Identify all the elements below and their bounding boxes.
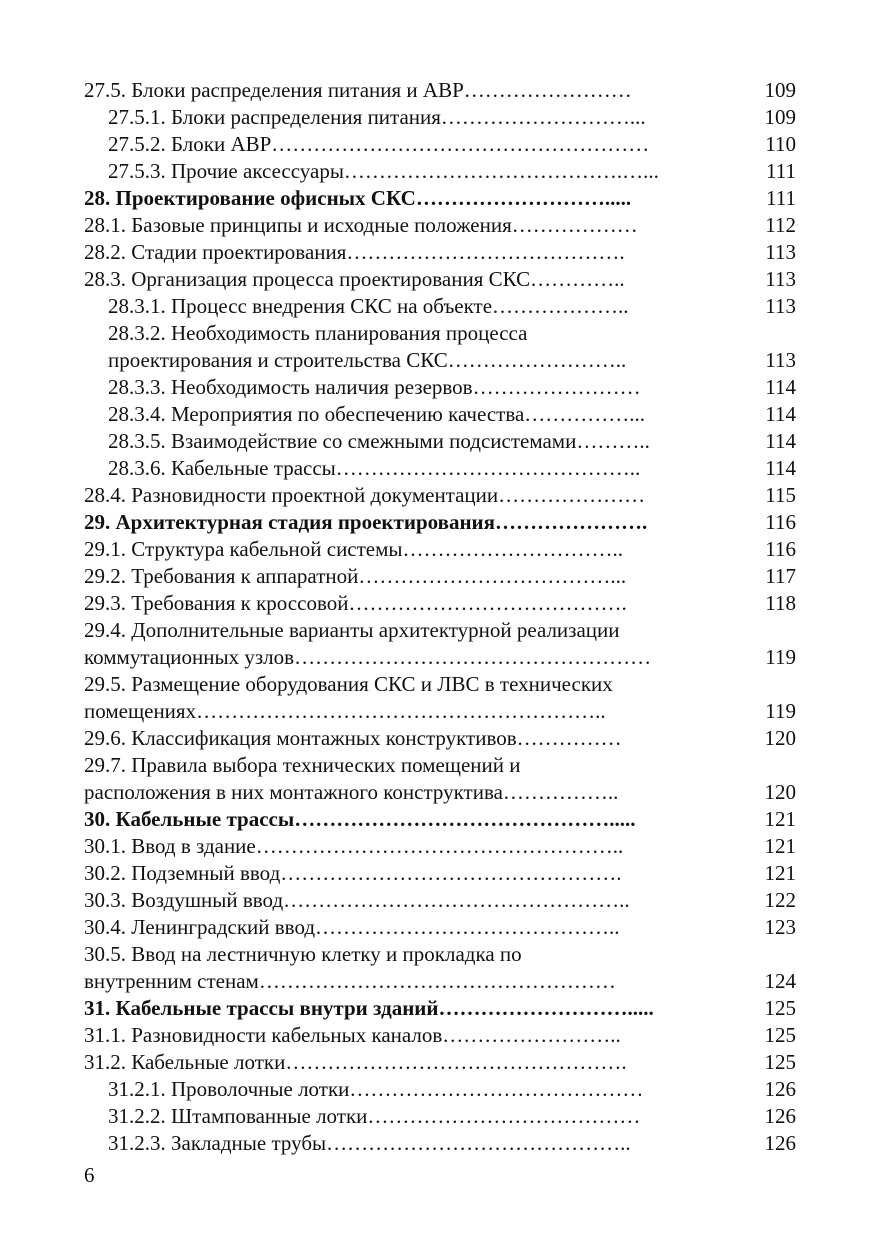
toc-entry-title: 28.3.6. Кабельные трассы……………………………………..	[108, 456, 641, 480]
toc-entry-page: 121	[764, 861, 796, 885]
toc-entry	[84, 671, 796, 698]
toc-entry-title: 30.4. Ленинградский ввод……………………………………..	[84, 915, 620, 939]
toc-entry-title: проектирования и строительства СКС……………………..	[108, 348, 627, 372]
toc-entry-page: 126	[764, 1131, 796, 1155]
toc-entry-page: 112	[765, 213, 796, 237]
page-number: 6	[84, 1163, 95, 1187]
toc-entry-page: 119	[765, 699, 796, 723]
toc-entry-title: 29.4. Дополнительные варианты архитектурной реализации	[84, 618, 620, 642]
toc-entry-title: 28.3.4. Мероприятия по обеспечению качества……………...	[108, 402, 646, 426]
toc-entry-page: 119	[765, 645, 796, 669]
toc-entry-title: 28.3. Организация процесса проектирования СКС…………..	[84, 267, 625, 291]
toc-entry	[84, 347, 796, 374]
toc-entry	[84, 482, 796, 509]
toc-entry-title: 31.2.2. Штампованные лотки…………………………………	[108, 1104, 641, 1128]
toc-entry-title: 27.5.3. Прочие аксессуары………………………………….…...	[108, 159, 659, 183]
toc-entry-title: 29.2. Требования к аппаратной………………………………...	[84, 564, 627, 588]
toc-entry-title: 31.2.3. Закладные трубы……………………………………..	[108, 1131, 631, 1155]
toc-entry	[84, 158, 796, 185]
toc-entry	[84, 104, 796, 131]
toc-entry-page: 122	[764, 888, 796, 912]
toc-entry-title: 31.2.1. Проволочные лотки……………………………………	[108, 1077, 644, 1101]
toc-entry-title: 29.1. Структура кабельной системы…………………………..	[84, 537, 624, 561]
toc-entry-title: расположения в них монтажного конструктива……………..	[84, 780, 619, 804]
toc-entry	[84, 752, 796, 779]
toc-entry-title: 30.3. Воздушный ввод…………………………………………..	[84, 888, 630, 912]
toc-entry-page: 126	[764, 1077, 796, 1101]
toc-entry	[84, 968, 796, 995]
toc-entry	[84, 1103, 796, 1130]
toc-entry	[84, 941, 796, 968]
toc-entry	[84, 401, 796, 428]
toc-entry-title: 28.3.1. Процесс внедрения СКС на объекте………………..	[108, 294, 629, 318]
toc-entry-title: 30.2. Подземный ввод………………………………………….	[84, 861, 622, 885]
toc-entry	[84, 374, 796, 401]
toc-entry-page: 113	[765, 294, 796, 318]
toc-entry-title: 29.3. Требования к кроссовой………………………………….	[84, 591, 627, 615]
toc-entry-page: 113	[765, 348, 796, 372]
toc-entry-title: внутренним стенам……………………………………………	[84, 969, 616, 993]
toc-entry	[84, 1022, 796, 1049]
toc-entry	[84, 185, 796, 212]
toc-entry-title: 29.7. Правила выбора технических помещений и	[84, 753, 521, 777]
toc-entry	[84, 266, 796, 293]
toc-entry	[84, 860, 796, 887]
toc-entry	[84, 320, 796, 347]
toc-entry	[84, 455, 796, 482]
toc-entry-page: 116	[765, 510, 796, 534]
toc-entry-title: 28.3.3. Необходимость наличия резервов……………………	[108, 375, 641, 399]
toc-entry-page: 115	[765, 483, 796, 507]
toc-entry-page: 110	[765, 132, 796, 156]
toc-entry	[84, 1076, 796, 1103]
toc-entry-page: 111	[766, 159, 796, 183]
toc-entry-title: 27.5. Блоки распределения питания и АВР……………………	[84, 78, 632, 102]
toc-entry-page: 125	[764, 996, 796, 1020]
toc-entry-title: 29. Архитектурная стадия проектирования………………….	[84, 510, 648, 534]
toc-entry-page: 114	[765, 402, 796, 426]
toc-entry	[84, 617, 796, 644]
toc-entry-page: 113	[765, 240, 796, 264]
toc-entry-page: 114	[765, 375, 796, 399]
toc-entry	[84, 995, 796, 1022]
toc-entry-page: 114	[765, 456, 796, 480]
toc-entry-page: 125	[764, 1023, 796, 1047]
toc-entry-title: 28.1. Базовые принципы и исходные положения………………	[84, 213, 638, 237]
toc-entry	[84, 293, 796, 320]
toc-entry	[84, 590, 796, 617]
table-of-contents	[84, 77, 796, 1157]
toc-entry-title: 28.3.2. Необходимость планирования процесса	[108, 321, 528, 345]
toc-entry-title: помещениях…………………………………………………..	[84, 699, 606, 723]
toc-entry	[84, 509, 796, 536]
toc-entry-page: 121	[764, 834, 796, 858]
toc-entry-title: 31.1. Разновидности кабельных каналов……………………..	[84, 1023, 621, 1047]
toc-entry	[84, 833, 796, 860]
toc-entry-page: 109	[764, 105, 796, 129]
toc-entry-page: 123	[764, 915, 796, 939]
toc-entry-page: 116	[765, 537, 796, 561]
toc-entry	[84, 563, 796, 590]
toc-entry-title: 29.6. Классификация монтажных конструктивов……………	[84, 726, 622, 750]
toc-entry	[84, 131, 796, 158]
toc-entry	[84, 914, 796, 941]
toc-entry	[84, 779, 796, 806]
toc-entry-title: 30.5. Ввод на лестничную клетку и прокладка по	[84, 942, 522, 966]
toc-entry	[84, 698, 796, 725]
toc-entry-page: 120	[764, 726, 796, 750]
toc-entry	[84, 212, 796, 239]
toc-entry-title: 28.3.5. Взаимодействие со смежными подсистемами………..	[108, 429, 650, 453]
toc-entry	[84, 887, 796, 914]
toc-entry-page: 118	[765, 591, 796, 615]
toc-entry	[84, 725, 796, 752]
toc-entry-page: 109	[764, 78, 796, 102]
toc-entry-page: 124	[764, 969, 796, 993]
toc-entry-title: 29.5. Размещение оборудования СКС и ЛВС в технических	[84, 672, 613, 696]
toc-entry	[84, 1049, 796, 1076]
toc-entry-title: 28.4. Разновидности проектной документации…………………	[84, 483, 646, 507]
toc-entry-page: 120	[764, 780, 796, 804]
toc-entry	[84, 1130, 796, 1157]
toc-entry-title: 31. Кабельные трассы внутри зданий……………………….....	[84, 996, 654, 1020]
toc-entry	[84, 644, 796, 671]
toc-entry	[84, 239, 796, 266]
toc-entry-page: 125	[764, 1050, 796, 1074]
toc-entry-page: 114	[765, 429, 796, 453]
toc-entry-page: 121	[764, 807, 796, 831]
toc-entry-title: коммутационных узлов……………………………………………	[84, 645, 652, 669]
toc-entry-title: 27.5.2. Блоки АВР………………………………………………	[108, 132, 650, 156]
toc-entry-title: 28.2. Стадии проектирования………………………………….	[84, 240, 625, 264]
toc-entry	[84, 536, 796, 563]
toc-entry	[84, 77, 796, 104]
toc-entry-title: 27.5.1. Блоки распределения питания………………………...	[108, 105, 646, 129]
toc-entry-page: 111	[766, 186, 796, 210]
toc-entry-title: 31.2. Кабельные лотки………………………………………….	[84, 1050, 627, 1074]
toc-entry-page: 117	[765, 564, 796, 588]
toc-entry	[84, 806, 796, 833]
toc-entry-page: 126	[764, 1104, 796, 1128]
toc-entry-title: 30. Кабельные трассы……………………………………….....	[84, 807, 636, 831]
toc-entry-title: 28. Проектирование офисных СКС……………………….....	[84, 186, 632, 210]
toc-entry-page: 113	[765, 267, 796, 291]
toc-entry-title: 30.1. Ввод в здание……………………………………………..	[84, 834, 624, 858]
toc-entry	[84, 428, 796, 455]
